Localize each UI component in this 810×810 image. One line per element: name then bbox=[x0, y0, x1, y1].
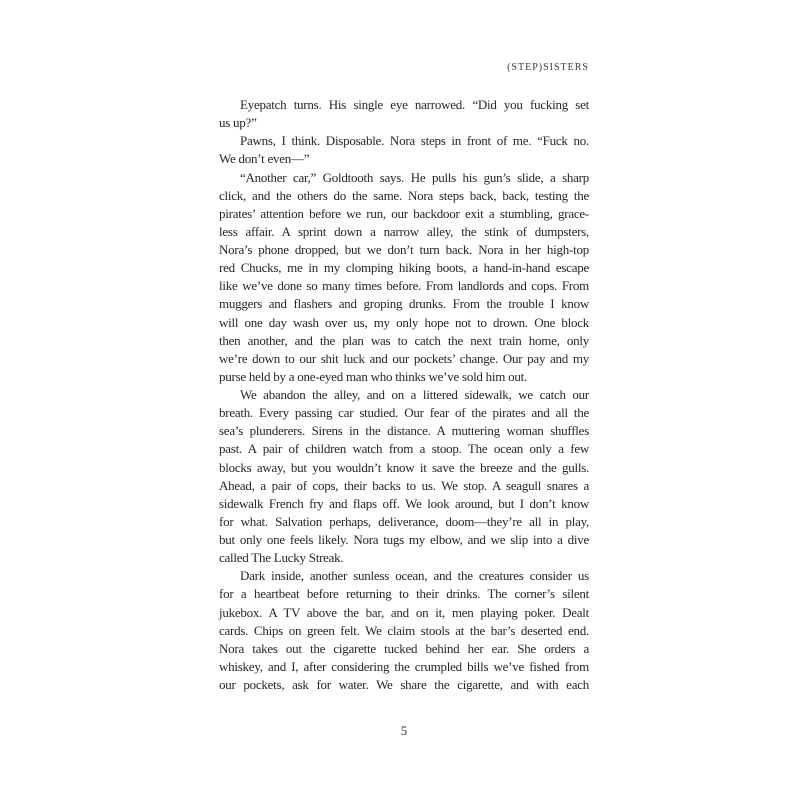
text-line: sidewalk French fry and flaps off. We look around, but I don’t know bbox=[219, 495, 589, 511]
paragraph bbox=[219, 169, 589, 387]
text-line: less affair. A sprint down a narrow alley, the stink of dumpsters, bbox=[219, 223, 589, 239]
text-line: Pawns, I think. Disposable. Nora steps in front of me. “Fuck no. bbox=[240, 133, 589, 149]
paragraph bbox=[219, 132, 589, 168]
paragraph bbox=[219, 386, 589, 567]
text-line: us up?” bbox=[219, 115, 257, 131]
text-line: We abandon the alley, and on a littered sidewalk, we catch our bbox=[240, 387, 589, 402]
text-line: jukebox. A TV above the bar, and on it, men playing poker. Dealt bbox=[219, 604, 589, 620]
text-line: will one day wash over us, my only hope not to drown. One block bbox=[219, 314, 589, 330]
text-line: for what. Salvation perhaps, deliverance, doom—they’re all in play, bbox=[219, 513, 589, 529]
text-line: past. A pair of children watch from a stoop. The ocean only a few bbox=[219, 441, 589, 457]
text-line: Dark inside, another sunless ocean, and the creatures consider us bbox=[240, 568, 589, 584]
text-line: red Chucks, me in my clomping hiking boots, a hand-in-hand escape bbox=[219, 260, 589, 276]
text-line: called The Lucky Streak. bbox=[219, 550, 344, 566]
text-line: our pockets, ask for water. We share the cigarette, and with each bbox=[219, 677, 589, 692]
text-line: we’re down to our shit luck and our pockets’ change. Our pay and my bbox=[219, 350, 589, 366]
text-line: Nora’s phone dropped, but we don’t turn back. Nora in her high-top bbox=[219, 242, 589, 257]
text-line: for a heartbeat before returning to their drinks. The corner’s silent bbox=[219, 586, 589, 602]
text-line: click, and the others do the same. Nora steps back, back, testing the bbox=[219, 187, 589, 203]
text-line: blocks away, but you wouldn’t know it save the breeze and the gulls. bbox=[219, 459, 589, 475]
text-line: Eyepatch turns. His single eye narrowed. “Did you fucking set bbox=[240, 97, 589, 112]
text-line: Nora takes out the cigarette tucked behind her ear. She orders a bbox=[219, 640, 589, 656]
text-line: muggers and flashers and groping drunks. From the trouble I know bbox=[219, 296, 589, 312]
text-line: cards. Chips on green felt. We claim stools at the bar’s deserted end. bbox=[219, 622, 589, 638]
text-line: whiskey, and I, after considering the crumpled bills we’ve fished from bbox=[219, 658, 589, 674]
text-line: Ahead, a pair of cops, their backs to us. We stop. A seagull snares a bbox=[219, 477, 589, 493]
paragraph bbox=[219, 96, 589, 132]
text-line: breath. Every passing car studied. Our fear of the pirates and all the bbox=[219, 405, 589, 421]
text-line: pirates’ attention before we run, our backdoor exit a stumbling, grace- bbox=[219, 205, 589, 221]
text-line: like we’ve done so many times before. From landlords and cops. From bbox=[219, 278, 589, 294]
text-line: We don’t even—” bbox=[219, 151, 310, 167]
text-line: “Another car,” Goldtooth says. He pulls his gun’s slide, a sharp bbox=[240, 169, 589, 185]
text-line: sea’s plunderers. Sirens in the distance. A muttering woman shuffles bbox=[219, 423, 589, 439]
body-text bbox=[219, 96, 589, 694]
text-line: then another, and the plan was to catch the next train home, only bbox=[219, 332, 589, 348]
running-header: (STEP)SISTERS bbox=[507, 62, 589, 73]
paragraph bbox=[219, 567, 589, 694]
page-number: 5 bbox=[400, 723, 408, 738]
text-line: purse held by a one-eyed man who thinks we’ve sold him out. bbox=[219, 368, 528, 384]
text-line: but only one feels likely. Nora tugs my elbow, and we slip into a dive bbox=[219, 532, 590, 547]
